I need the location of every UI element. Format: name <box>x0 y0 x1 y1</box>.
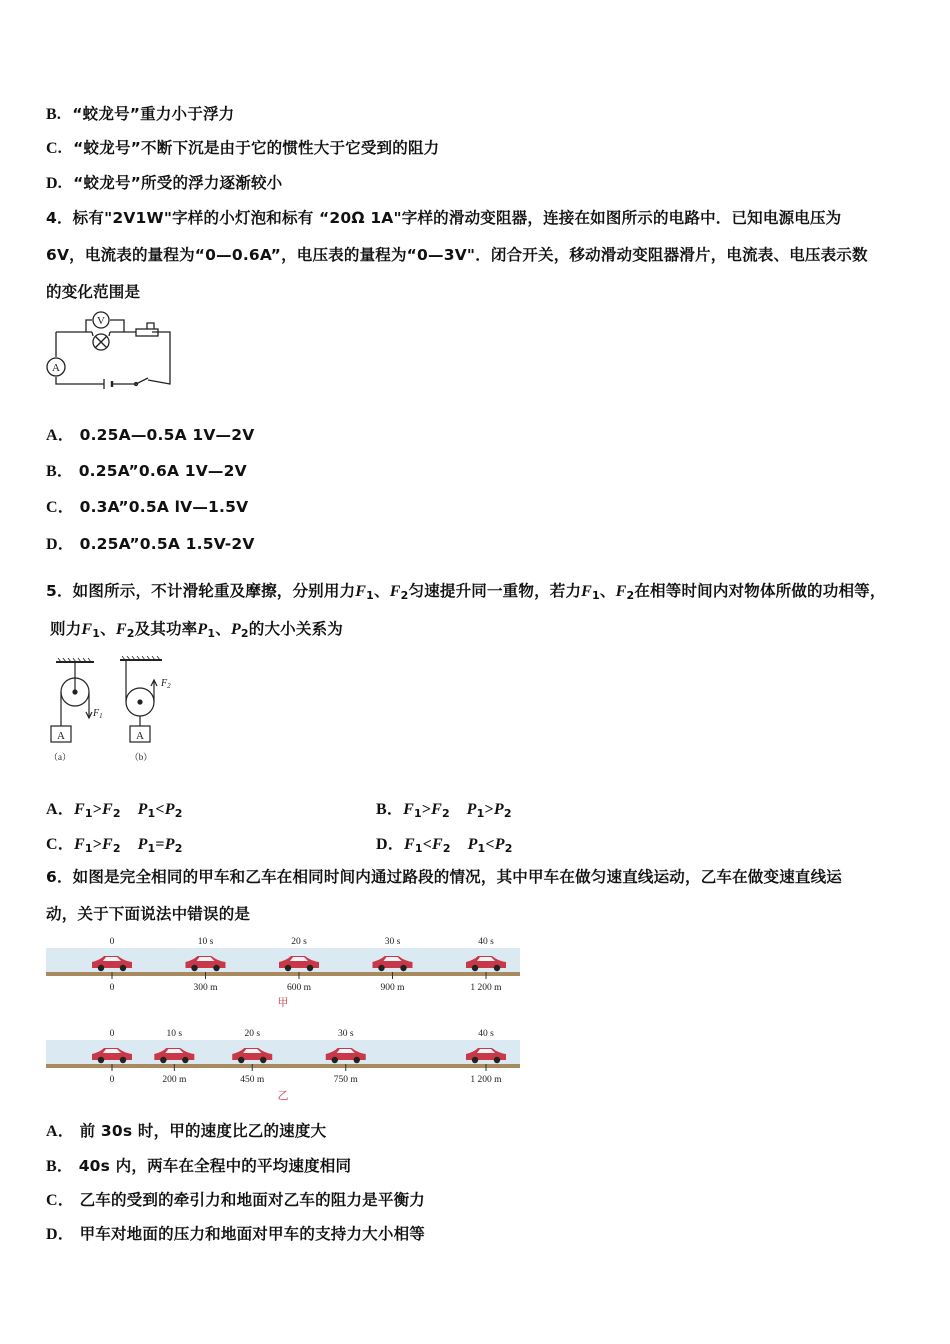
distance-label: 750 m <box>333 1075 358 1085</box>
force-symbol: F <box>431 801 443 818</box>
subscript: 2 <box>504 842 513 855</box>
force-symbol: F <box>403 836 415 853</box>
q5-option-d[interactable] <box>376 831 513 855</box>
q5-stem-part: 则力 <box>50 620 82 638</box>
road-band <box>46 1064 520 1068</box>
subscript: 1 <box>92 627 101 640</box>
option-text: 0.25A—0.5A 1V—2V <box>79 426 255 444</box>
q4-option-b[interactable] <box>46 458 247 481</box>
option-letter: B． <box>46 1158 74 1175</box>
track-yi-label: 乙 <box>277 1090 289 1102</box>
force-f1-label: $F_1$ <box>93 708 103 720</box>
option-text: 40s 内，两车在全程中的平均速度相同 <box>78 1157 352 1175</box>
q3-option-b[interactable] <box>46 102 234 124</box>
figure-a-caption: （a） <box>49 752 71 762</box>
time-label: 30 s <box>384 937 401 947</box>
option-letter: A． <box>46 427 74 444</box>
subscript: 2 <box>126 627 135 640</box>
option-text: 0.3A”0.5A lV—1.5V <box>79 498 249 516</box>
track-jia-label: 甲 <box>277 997 289 1009</box>
q5-stem-line1 <box>46 579 886 602</box>
relation-symbol: < <box>155 801 165 818</box>
distance-label: 300 m <box>193 983 218 993</box>
time-label: 20 s <box>244 1029 261 1039</box>
force-symbol: F <box>73 836 85 853</box>
subscript: 2 <box>112 807 121 820</box>
track-jia <box>46 937 520 993</box>
q5-stem-line2 <box>50 617 343 640</box>
time-label: 40 s <box>478 937 494 947</box>
force-symbol: F <box>102 801 113 818</box>
relation-symbol: > <box>92 801 103 818</box>
separator: 、 <box>215 620 231 638</box>
subscript: 1 <box>147 842 156 855</box>
force-symbol: F <box>432 836 443 853</box>
separator: 、 <box>100 620 116 638</box>
option-text: “蛟龙号”不断下沉是由于它的惯性大于它受到的阻力 <box>73 139 440 157</box>
subscript: 1 <box>477 842 486 855</box>
subscript: 1 <box>592 589 600 602</box>
force-f2-label: $F_2$ <box>161 678 171 690</box>
power-symbol: P <box>466 801 477 818</box>
power-symbol: P <box>493 801 504 818</box>
relation-symbol: > <box>92 836 103 853</box>
subscript: 1 <box>147 807 156 820</box>
force-symbol: F <box>73 801 85 818</box>
distance-label: 1 200 m <box>470 1075 502 1085</box>
q6-option-d[interactable] <box>46 1221 425 1244</box>
separator: 、 <box>374 582 390 600</box>
distance-label: 450 m <box>240 1075 265 1085</box>
option-text: 0.25A”0.5A 1.5V-2V <box>79 535 255 553</box>
option-letter: C． <box>46 1192 74 1209</box>
option-text: 甲车对地面的压力和地面对甲车的支持力大小相等 <box>79 1225 425 1243</box>
power-symbol: P <box>467 836 478 853</box>
q6-stem-line2: 动，关于下面说法中错误的是 <box>46 905 251 923</box>
q4-option-d[interactable] <box>46 531 255 554</box>
force-symbol: F <box>615 583 627 600</box>
distance-label: 200 m <box>162 1075 187 1085</box>
option-text: 0.25A”0.6A 1V—2V <box>78 462 247 480</box>
relation-symbol: < <box>485 836 495 853</box>
force-symbol: F <box>102 836 113 853</box>
q4-circuit-diagram <box>44 310 174 392</box>
subscript: 1 <box>413 807 422 820</box>
subscript: 2 <box>442 807 450 820</box>
option-letter: C． <box>46 836 74 853</box>
time-label: 0 <box>109 1029 115 1039</box>
option-letter: B． <box>376 801 404 818</box>
q4-stem-line2: 6V，电流表的量程为“0—0.6A”，电压表的量程为“0—3V"．闭合开关，移动滑动变阻器滑片，电流表、电压表示数 <box>46 246 868 264</box>
option-text: “蛟龙号”重力小于浮力 <box>72 105 235 123</box>
subscript: 1 <box>366 589 375 602</box>
option-letter: D． <box>46 536 74 553</box>
power-symbol: P <box>197 621 208 638</box>
subscript: 2 <box>174 807 183 820</box>
q4-option-c[interactable] <box>46 494 248 517</box>
power-symbol: P <box>137 801 148 818</box>
power-symbol: P <box>230 621 241 638</box>
time-label: 30 s <box>337 1029 354 1039</box>
option-text: 前 30s 时，甲的速度比乙的速度大 <box>79 1122 327 1140</box>
q5-stem-part: 匀速提升同一重物，若力 <box>408 582 582 600</box>
q5-option-b[interactable] <box>376 796 512 820</box>
q4-stem-line3: 的变化范围是 <box>46 283 141 301</box>
relation-symbol: = <box>155 836 165 853</box>
distance-label: 1 200 m <box>470 983 502 993</box>
option-letter: C． <box>46 499 74 516</box>
q5-stem-part: 及其功率 <box>134 620 198 638</box>
subscript: 1 <box>414 842 423 855</box>
q5-stem-part: 5．如图所示，不计滑轮重及摩擦，分别用力 <box>46 582 356 600</box>
q3-option-c[interactable] <box>46 136 439 158</box>
force-symbol: F <box>115 621 127 638</box>
weight-b-label: A <box>136 730 144 742</box>
q4-stem-line1: 4．标有"2V1W"字样的小灯泡和标有 “20Ω 1A"字样的滑动变阻器，连接在如图所示的电路中．已知电源电压为 <box>46 209 842 227</box>
power-symbol: P <box>494 836 505 853</box>
q6-car-motion-diagram <box>44 934 524 1104</box>
q5-stem-part: 在相等时间内对物体所做的功相等， <box>634 582 886 600</box>
option-letter: A． <box>46 1123 74 1140</box>
option-text: 乙车的受到的牵引力和地面对乙车的阻力是平衡力 <box>79 1191 425 1209</box>
q4-option-a[interactable] <box>46 422 254 445</box>
time-label: 40 s <box>478 1029 494 1039</box>
subscript: 2 <box>503 807 512 820</box>
force-symbol: F <box>355 583 367 600</box>
subscript: 2 <box>112 842 121 855</box>
q3-option-d[interactable] <box>46 171 282 193</box>
q6-stem-line1: 6．如图是完全相同的甲车和乙车在相同时间内通过路段的情况，其中甲车在做匀速直线运动，乙车在做变速直线运 <box>46 868 842 886</box>
option-letter: B． <box>46 463 74 480</box>
time-label: 20 s <box>291 937 307 947</box>
weight-a-label: A <box>57 730 65 742</box>
option-letter: D． <box>46 1226 74 1243</box>
q5-stem-part: 的大小关系为 <box>248 620 343 638</box>
subscript: 2 <box>240 627 249 640</box>
distance-label: 0 <box>109 983 115 993</box>
q6-option-c[interactable] <box>46 1187 425 1210</box>
option-letter: D. <box>46 175 62 192</box>
force-symbol: F <box>403 801 414 818</box>
distance-label: 600 m <box>286 983 312 993</box>
time-label: 10 s <box>166 1029 183 1039</box>
option-text: “蛟龙号”所受的浮力逐渐较小 <box>73 174 283 192</box>
power-symbol: P <box>137 836 148 853</box>
time-label: 0 <box>109 937 115 947</box>
force-symbol: F <box>81 621 93 638</box>
subscript: 2 <box>442 842 451 855</box>
voltmeter-label: V <box>97 315 105 327</box>
time-label: 10 s <box>197 937 214 947</box>
q5-pulley-diagram <box>44 656 184 768</box>
figure-b-caption: （b） <box>129 752 153 762</box>
power-symbol: P <box>164 836 175 853</box>
relation-symbol: > <box>421 801 432 818</box>
subscript: 1 <box>207 627 216 640</box>
option-letter: A． <box>46 801 74 818</box>
track-yi <box>46 1029 520 1085</box>
subscript: 1 <box>476 807 485 820</box>
option-letter: B. <box>46 106 62 123</box>
option-letter: D． <box>376 836 404 853</box>
separator: 、 <box>599 582 616 600</box>
ammeter-label: A <box>52 362 60 374</box>
subscript: 2 <box>174 842 183 855</box>
q5-option-a[interactable] <box>46 796 183 820</box>
q5-option-c[interactable] <box>46 831 183 855</box>
subscript: 2 <box>626 589 635 602</box>
q6-option-b[interactable] <box>46 1153 351 1176</box>
q6-option-a[interactable] <box>46 1118 326 1141</box>
distance-label: 900 m <box>380 983 405 993</box>
relation-symbol: > <box>484 801 494 818</box>
subscript: 1 <box>84 842 93 855</box>
power-symbol: P <box>164 801 175 818</box>
force-symbol: F <box>581 583 593 600</box>
distance-label: 0 <box>109 1075 115 1085</box>
subscript: 2 <box>400 589 409 602</box>
option-letter: C. <box>46 140 62 157</box>
subscript: 1 <box>84 807 93 820</box>
relation-symbol: < <box>422 836 433 853</box>
road-band <box>46 972 520 976</box>
force-symbol: F <box>389 583 401 600</box>
